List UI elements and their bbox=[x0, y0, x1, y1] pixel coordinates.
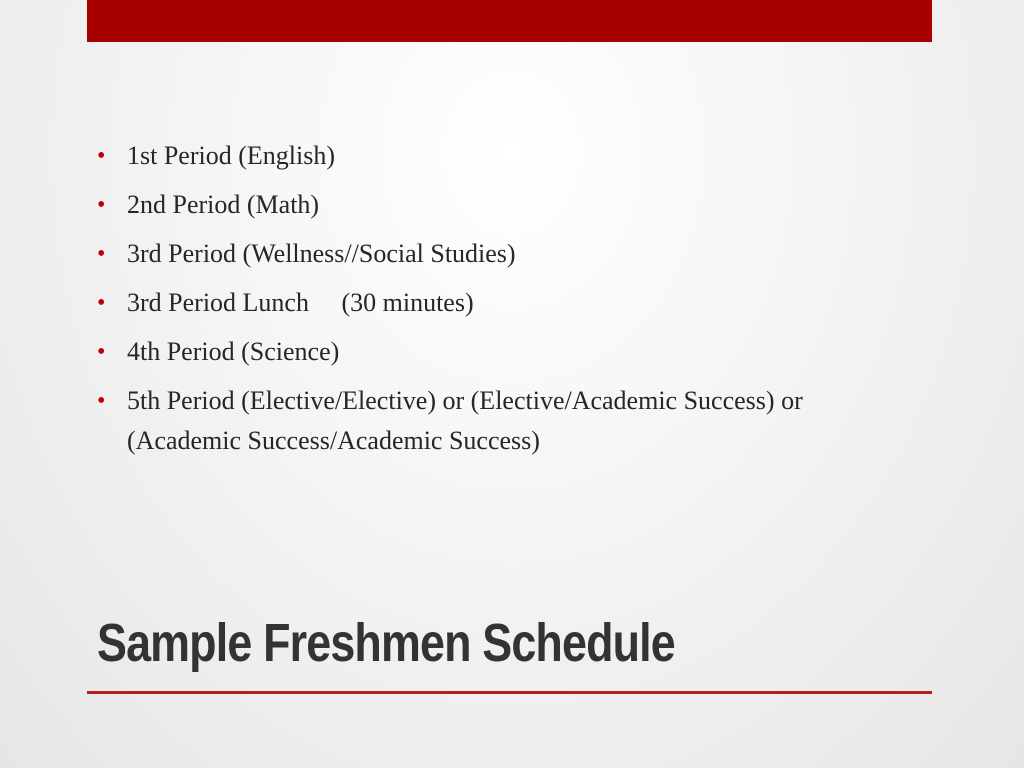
bullet-text: 3rd Period Lunch (30 minutes) bbox=[127, 288, 474, 317]
bullet-icon: • bbox=[97, 388, 106, 414]
bullet-text: 3rd Period (Wellness//Social Studies) bbox=[127, 239, 516, 268]
list-item bbox=[97, 332, 877, 372]
list-item bbox=[97, 283, 877, 323]
bullet-icon: • bbox=[97, 143, 106, 169]
title-underline bbox=[87, 691, 932, 694]
top-accent-bar bbox=[87, 0, 932, 42]
bullet-text: 2nd Period (Math) bbox=[127, 190, 320, 219]
slide-title: Sample Freshmen Schedule bbox=[97, 613, 675, 673]
schedule-bullet-list bbox=[97, 136, 877, 470]
bullet-icon: • bbox=[97, 192, 106, 218]
bullet-text: 4th Period (Science) bbox=[127, 337, 340, 366]
bullet-icon: • bbox=[97, 339, 106, 365]
list-item bbox=[97, 381, 877, 461]
list-item bbox=[97, 136, 877, 176]
list-item bbox=[97, 185, 877, 225]
list-item bbox=[97, 234, 877, 274]
bullet-icon: • bbox=[97, 241, 106, 267]
bullet-text: 5th Period (Elective/Elective) or (Elective/Academic Success) or (Academic Success/Academic Success) bbox=[127, 386, 810, 455]
bullet-text: 1st Period (English) bbox=[127, 141, 335, 170]
bullet-icon: • bbox=[97, 290, 106, 316]
